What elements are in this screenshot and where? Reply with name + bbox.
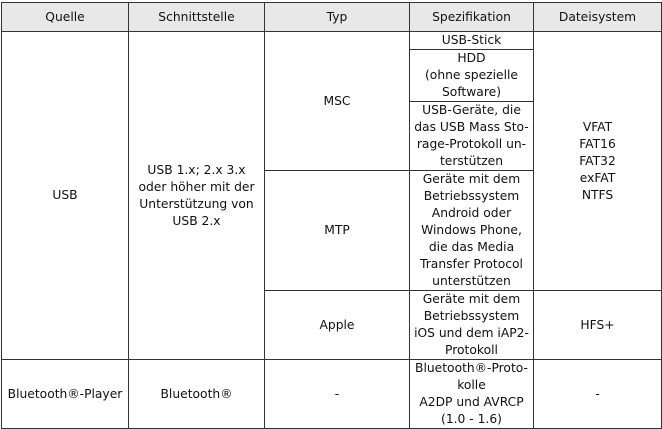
spec-line: USB-Geräte, die [422,103,521,117]
filesystem-line: FAT32 [579,153,616,168]
header-quelle: Quelle [2,3,129,32]
type-msc: MSC [265,32,410,171]
filesystem-line: NTFS [581,187,614,202]
filesystem-line: exFAT [579,170,616,185]
source-bluetooth: Bluetooth®-Player [2,360,129,429]
spec-hdd [410,50,534,102]
type-mtp: MTP [265,171,410,291]
spec-usb-stick [410,32,534,50]
table-header-row [2,3,662,32]
header-typ: Typ [265,3,410,32]
spec-line: kolle [457,378,486,392]
interface-usb-line: Unterstützung von [139,196,254,211]
header-schnittstelle: Schnittstelle [129,3,265,32]
type-apple: Apple [265,291,410,360]
spec-bluetooth [410,360,534,429]
spec-line: (1.0 - 1.6) [441,412,502,426]
spec-line: Betriebssystem [423,189,520,203]
type-bluetooth: - [265,360,410,429]
filesystem-bluetooth: - [534,360,662,429]
spec-line: A2DP und AVRCP [419,395,524,409]
spec-mtp [410,171,534,291]
table-row [2,360,662,429]
spec-line: Geräte mit dem [422,292,521,306]
filesystem-line: FAT16 [579,136,616,151]
spec-line: iOS und dem iAP2- [414,326,529,340]
spec-line: terstützen [439,154,504,168]
spec-usb-devices [410,102,534,171]
spec-line: rage-Protokoll un- [416,137,527,151]
spec-line: USB-Stick [441,33,502,47]
interface-bluetooth: Bluetooth® [129,360,265,429]
media-source-table [1,2,662,429]
interface-usb-line: USB 2.x [172,213,221,228]
spec-line: Betriebssystem [423,309,520,323]
spec-line: Geräte mit dem [422,172,521,186]
spec-line: Transfer Protocol [420,257,523,271]
filesystem-usb [534,32,662,291]
spec-line: Android oder [431,206,512,220]
spec-apple [410,291,534,360]
spec-line: die das Media [428,240,515,254]
header-spezifikation: Spezifikation [410,3,534,32]
spec-line: (ohne spezielle [425,68,518,82]
spec-line: unterstützen [432,274,511,288]
filesystem-apple: HFS+ [534,291,662,360]
header-dateisystem: Dateisystem [534,3,662,32]
spec-line: HDD [457,51,486,65]
spec-line: Bluetooth®-Proto- [415,361,528,375]
spec-line: Protokoll [445,343,498,357]
table-row [2,32,662,50]
spec-line: Software) [441,85,501,99]
interface-usb [129,32,265,360]
interface-usb-line: USB 1.x; 2.x 3.x [147,162,246,177]
source-usb: USB [2,32,129,360]
spec-line: Windows Phone, [421,223,522,237]
filesystem-line: VFAT [582,119,613,134]
interface-usb-line: oder höher mit der [138,179,255,194]
spec-line: das USB Mass Sto- [414,120,529,134]
